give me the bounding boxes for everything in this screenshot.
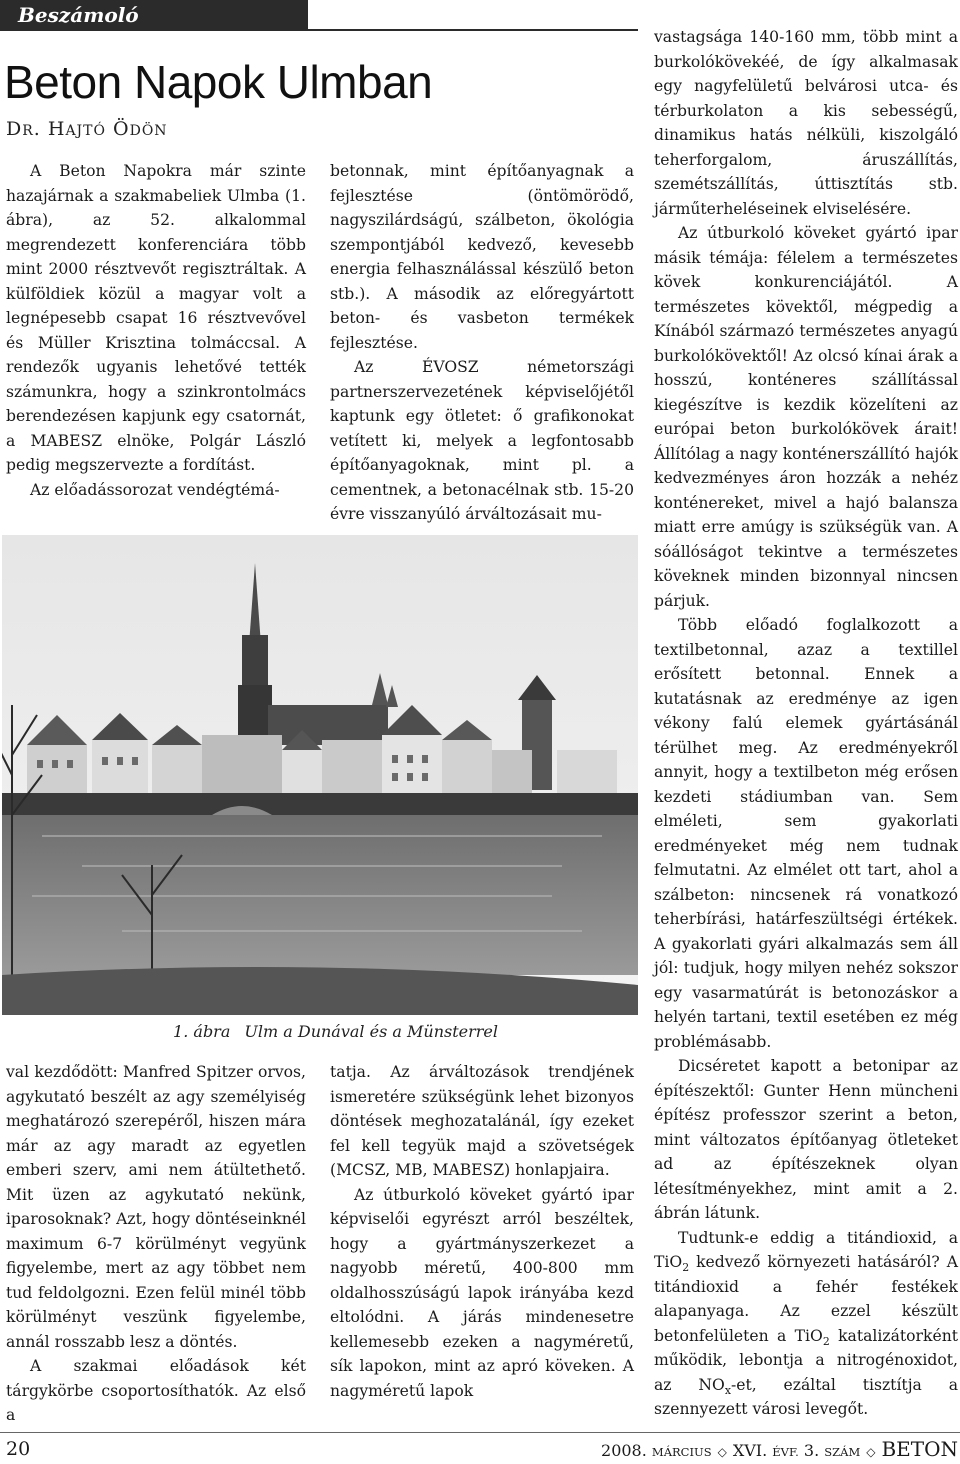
- paragraph: Az előadássorozat vendégtémá-: [30, 480, 280, 499]
- paragraph: vastagsága 140-160 mm, több mint a burkolókövekéé, de így alkalmasak egy nagyfelületű belvárosi utca- és térburkolaton a kis sebességű, dinamikus hatás nélküli, kiszolgáló teherforgalom, áruszállítás, szemétszállítás, úttisztítás stb. járműterheléseinek elviselésére.: [654, 28, 958, 218]
- figure-caption: [0, 1020, 636, 1044]
- article-title: Beton Napok Ulmban: [4, 56, 433, 108]
- paragraph: Az útburkoló köveket gyártó ipar képviselői egyrészt arról beszéltek, hogy a gyártmányszerkezet a nagyobb méretű, 400-800 mm oldalhosszúságú lapok irányába kezd eltolódni. A járás mindenesetre kellemesebb ezeken a nagyméretű, sík lapokon, mint az apró köveken. A nagyméretű lapok: [330, 1185, 634, 1400]
- column-2-bottom: [330, 1060, 634, 1403]
- column-3: [654, 25, 958, 1422]
- diamond-icon: ◇: [717, 1445, 727, 1459]
- page-number: 20: [6, 1438, 31, 1460]
- paragraph: Dicséretet kapott a betonipar az építészektől: Gunter Henn müncheni építész professzor szerint a beton, mint változatos építőanyag ötleteket ad az építészeknek olyan létesítményekhez, mint amit a 2. ábrán látunk.: [654, 1057, 958, 1222]
- paragraph: tatja. Az árváltozások trendjének ismeretére szükségünk lehet bizonyos döntések meghozatalánál, így ezeket fel kell tegyük majd a szövetségek (MCSZ, MB, MABESZ) honlapjaira.: [330, 1063, 634, 1179]
- paragraph: betonnak, mint építőanyagnak a fejlesztése (öntömörödő, nagyszilárdságú, szálbeton, ökológia szempontjából kedvező, kevesebb energia felhasználással készülő beton stb.). A második az előregyártott beton- és vasbeton termékek fejlesztése.: [330, 162, 634, 352]
- paragraph: Az útburkoló köveket gyártó ipar másik témája: félelem a természetes kövek konkurenciájától. A természetes kövektől, mégpedig a Kínából származó természetes anyagú burkolókövektől! Az olcsó kínai árak a hosszú, konténeres szállítással kiegészítve is kezdik közelíteni az európai beton burkolókövek árait! Állítólag a nagy konténerszállító hajók kedvezményes áron hozzák a nehéz konténereket, mivel a hajó balansza miatt erre amúgy is szükségük van. A sóállóságot tekintve a természetes köveknek minden bizonnyal nincsen párjuk.: [654, 224, 958, 610]
- ulm-photo: [2, 535, 638, 1015]
- paragraph: val kezdődött: Manfred Spitzer orvos, agykutató beszélt az agy személyiség meghatározó szerepéről, hiszen mára már az agy maradt az egyetlen emberi szerv, ami nem átültethető. Mit üzen az agykutató nekünk, iparosoknak? Azt, hogy döntéseinknél maximum 6-7 körülményt vegyünk figyelembe, mert az agy többet nem tud feldolgozni. Ezen felül minél több körülményt veszünk figyelembe, annál rosszabb lesz a döntés.: [6, 1063, 306, 1351]
- paragraph-tio2: Tudtunk-e eddig a titándioxid, a TiO$_2$ kedvező környezeti hatásáról? A titándioxid a fehér festékek alapanyaga. Az ezzel készült betonfelületen a TiO$_2$ katalizátorként működik, lebontja a nitrogénoxidot, az $NO_x-et$, ezáltal tisztítja a szennyezett városi levegőt.: [654, 1228, 959, 1418]
- paragraph: Több előadó foglalkozott a textilbetonnal, azaz a textillel erősített betonnal. Ennek a kutatásnak az eredménye az igen vékony falú elemek gyártásánál térülhet meg. Az eredményekről annyit, hogy a textilbeton még erősen kezdeti stádiumban van. Sem elméleti, sem gyakorlati eredményeket még nem tudnak felmutatni. Az elmélet ott tart, ahol a szálbeton: nincsenek rá vonatkozó teherbírási, határfeszültségi értékek. A gyakorlati gyári alkalmazás sem áll jól: tudjuk, hogy milyen nehéz sokszor egy vasarmatúrát is betonozáskor a helyén tartani, textil esetében ez még problémásabb.: [654, 616, 958, 1051]
- header-rule: [308, 29, 638, 31]
- column-2-top: [330, 159, 634, 527]
- section-label: Beszámoló: [0, 0, 308, 31]
- footer-rule: [0, 1432, 960, 1433]
- magazine-name: BETON: [881, 1437, 958, 1461]
- paragraph: Az ÉVOSZ németországi partnerszervezetének képviselőjétől kaptunk egy ötletet: ő grafikonokat vetített ki, melyek a legfontosabb építőanyagoknak, mint pl. a cementnek, a betonacélnak stb. 15-20 évre visszanyúló árváltozásait mu-: [330, 358, 634, 523]
- paragraph: A szakmai előadások két tárgykörbe csoportosíthatók. Az első a: [6, 1357, 306, 1424]
- author-byline: DR. HAJTÓ ÖDÖN: [6, 118, 168, 140]
- paragraph: A Beton Napokra már szinte hazajárnak a szakmabeliek Ulmba (1. ábra), az 52. alkalommal megrendezett konferenciára több mint 2000 résztvevőt regisztráltak. A külföldiek közül a magyar volt a legnépesebb csapat 16 résztvevővel és Müller Krisztina tolmáccsal. A rendezők ugyanis lehetővé tették számunkra, hogy a szinkrontolmács berendezésen kapjunk egy csatornát, a MABESZ elnöke, Polgár László pedig megszervezte a fordítást.: [6, 162, 306, 474]
- figure-caption-text: Ulm a Dunával és a Münsterrel: [244, 1022, 498, 1041]
- column-1-top: [6, 159, 306, 502]
- diamond-icon: ◇: [866, 1445, 876, 1459]
- column-1-bottom: [6, 1060, 306, 1428]
- issue-info: 2008. MÁRCIUS ◇ XVI. ÉVF. 3. SZÁM ◇ BETON: [601, 1437, 958, 1461]
- figure-label: 1. ábra: [173, 1022, 231, 1041]
